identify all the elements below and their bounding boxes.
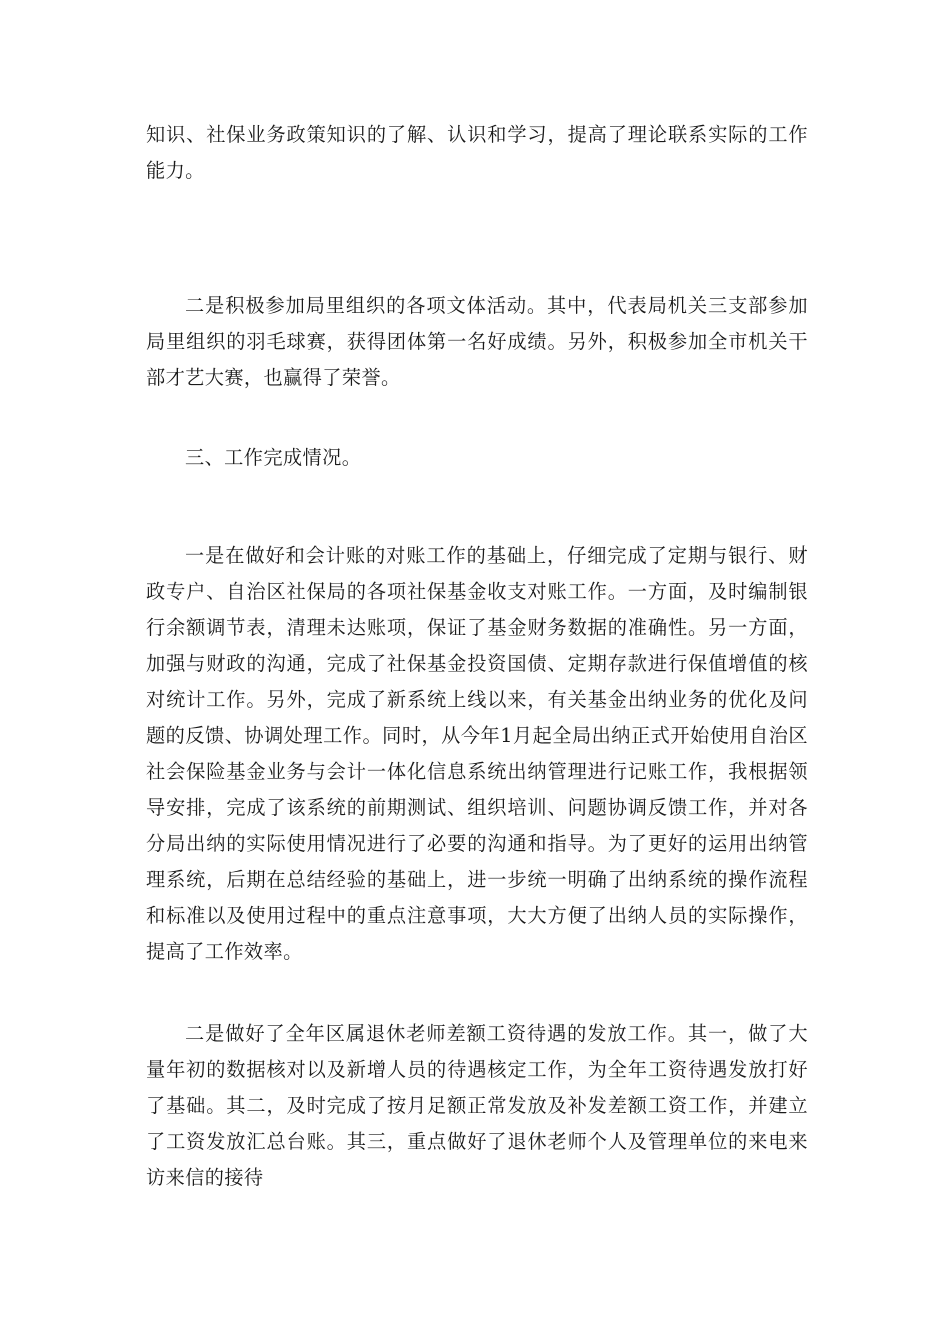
- paragraph-reconciliation: 一是在做好和会计账的对账工作的基础上，仔细完成了定期与银行、财政专户、自治区社保局的各项社保基金收支对账工作。一方面，及时编制银行余额调节表，清理未达账项，保证了基金财务数据的准确性。另一方面，加强与财政的沟通，完成了社保基金投资国债、定期存款进行保值增值的核对统计工作。另外，完成了新系统上线以来，有关基金出纳业务的优化及问题的反馈、协调处理工作。同时，从今年1月起全局出纳正式开始使用自治区社会保险基金业务与会计一体化信息系统出纳管理进行记账工作，我根据领导安排，完成了该系统的前期测试、组织培训、问题协调反馈工作，并对各分局出纳的实际使用情况进行了必要的沟通和指导。为了更好的运用出纳管理系统，后期在总结经验的基础上，进一步统一明确了出纳系统的操作流程和标准以及使用过程中的重点注意事项，大大方便了出纳人员的实际操作，提高了工作效率。: [146, 544, 808, 963]
- section-heading: 三、工作完成情况。: [185, 446, 362, 469]
- paragraph-continued: 知识、社保业务政策知识的了解、认识和学习，提高了理论联系实际的工作能力。: [146, 123, 808, 182]
- paragraph-activities: 二是积极参加局里组织的各项文体活动。其中，代表局机关三支部参加局里组织的羽毛球赛，获得团体第一名好成绩。另外，积极参加全市机关干部才艺大赛，也赢得了荣誉。: [146, 294, 808, 389]
- paragraph-salary: 二是做好了全年区属退休老师差额工资待遇的发放工作。其一，做了大量年初的数据核对以及新增人员的待遇核定工作，为全年工资待遇发放打好了基础。其二，及时完成了按月足额正常发放及补发差额工资工作，并建立了工资发放汇总台账。其三，重点做好了退休老师个人及管理单位的来电来访来信的接待: [146, 1022, 808, 1189]
